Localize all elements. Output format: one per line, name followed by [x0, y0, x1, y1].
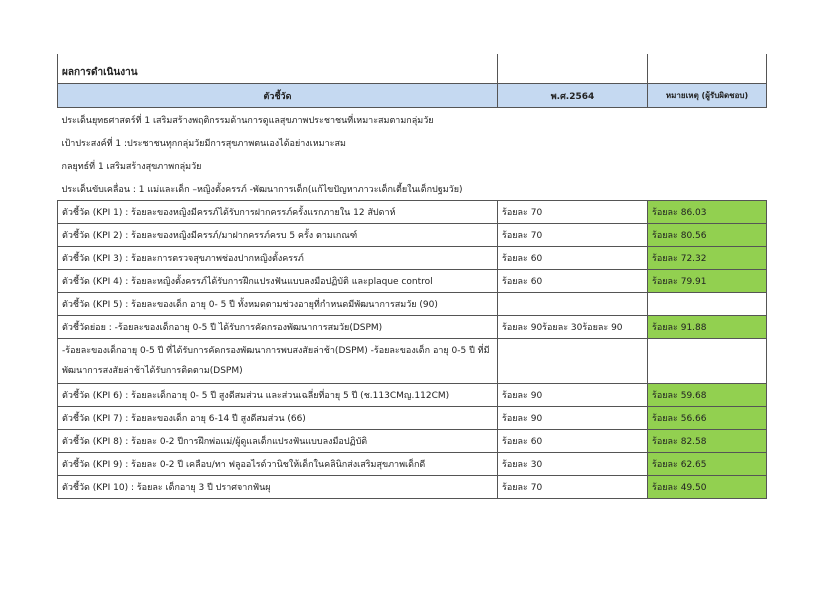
section-title: ผลการดำเนินงาน: [58, 54, 498, 84]
kpi-result: ร้อยละ 91.88: [648, 316, 767, 339]
kpi-result: ร้อยละ 79.91: [648, 270, 767, 293]
kpi-indicator: ตัวชี้วัด (KPI 10) : ร้อยละ เด็กอายุ 3 ปี ปราศจากฟันผุ: [58, 476, 498, 499]
kpi-indicator: ตัวชี้วัดย่อย : -ร้อยละของเด็กอายุ 0-5 ปี ได้รับการคัดกรองพัฒนาการสมวัย(DSPM): [58, 316, 498, 339]
info-line: เป้าประสงค์ที่ 1 :ประชาชนทุกกลุ่มวัยมีการสุขภาพตนเองได้อย่างเหมาะสม: [61, 138, 346, 149]
kpi-row: [58, 339, 767, 384]
kpi-indicator: ตัวชี้วัด (KPI 5) : ร้อยละของเด็ก อายุ 0- 5 ปี ทั้งหมดตามช่วงอายุที่กำหนดมีพัฒนาการสมวัย (90): [58, 293, 498, 316]
kpi-target: ร้อยละ 70: [498, 224, 648, 247]
kpi-row: [58, 247, 767, 270]
info-row: [58, 177, 767, 201]
kpi-target: ร้อยละ 90: [498, 384, 648, 407]
kpi-indicator: ตัวชี้วัด (KPI 4) : ร้อยละหญิงตั้งครรภ์ได้รับการฝึกแปรงฟันแบบลงมือปฏิบัติ และplaque control: [58, 270, 498, 293]
kpi-indicator: ตัวชี้วัด (KPI 3) : ร้อยละการตรวจสุขภาพช่องปากหญิงตั้งครรภ์: [58, 247, 498, 270]
header-row: [58, 84, 767, 108]
kpi-target: ร้อยละ 90: [498, 407, 648, 430]
kpi-target: ร้อยละ 70: [498, 201, 648, 224]
kpi-indicator: ตัวชี้วัด (KPI 2) : ร้อยละของหญิงมีครรภ์/มาฝากครรภ์ครบ 5 ครั้ง ตามเกณฑ์: [58, 224, 498, 247]
kpi-row: [58, 293, 767, 316]
kpi-row: [58, 407, 767, 430]
kpi-row: [58, 453, 767, 476]
kpi-result: ร้อยละ 80.56: [648, 224, 767, 247]
kpi-target: ร้อยละ 70: [498, 476, 648, 499]
kpi-row: [58, 476, 767, 499]
kpi-target: ร้อยละ 90ร้อยละ 30ร้อยละ 90: [498, 316, 648, 339]
kpi-row: [58, 224, 767, 247]
kpi-target: ร้อยละ 30: [498, 453, 648, 476]
info-line: ประเด็นขับเคลื่อน : 1 แม่และเด็ก –หญิงตั้งครรภ์ -พัฒนาการเด็ก(แก้ไขปัญหาภาวะเด็กเตี้ยในเด็กปฐมวัย): [61, 184, 463, 195]
info-row: [58, 131, 767, 154]
header-note: หมายเหตุ (ผู้รับผิดชอบ): [648, 84, 767, 108]
kpi-row: [58, 430, 767, 453]
kpi-target: [498, 293, 648, 316]
info-row: [58, 108, 767, 132]
kpi-indicator: ตัวชี้วัด (KPI 9) : ร้อยละ 0-2 ปี เคลือบ/ทา ฟลูออไรด์วานิชให้เด็กในคลินิกส่งเสริมสุขภาพเด็กดี: [58, 453, 498, 476]
kpi-target: [498, 339, 648, 384]
section-title-row: [58, 54, 767, 84]
info-line: กลยุทธ์ที่ 1 เสริมสร้างสุขภาพกลุ่มวัย: [61, 161, 202, 172]
kpi-indicator: ตัวชี้วัด (KPI 8) : ร้อยละ 0-2 ปีการฝึกพ่อแม่/ผู้ดูแลเด็กแปรงฟันแบบลงมือปฏิบัติ: [58, 430, 498, 453]
kpi-result: [648, 293, 767, 316]
kpi-result: [648, 339, 767, 384]
kpi-row: [58, 201, 767, 224]
kpi-target: ร้อยละ 60: [498, 270, 648, 293]
kpi-target: ร้อยละ 60: [498, 247, 648, 270]
kpi-result: ร้อยละ 49.50: [648, 476, 767, 499]
kpi-result: ร้อยละ 59.68: [648, 384, 767, 407]
kpi-result: ร้อยละ 82.58: [648, 430, 767, 453]
kpi-indicator: -ร้อยละของเด็กอายุ 0-5 ปี ที่ได้รับการคัดกรองพัฒนาการพบสงสัยล่าช้า(DSPM) -ร้อยละของเด็ก อายุ 0-5 ปี ที่มีพัฒนาการสงสัยล่าช้าได้รับการติดตาม(DSPM): [58, 339, 498, 384]
kpi-result: ร้อยละ 72.32: [648, 247, 767, 270]
performance-table: [57, 54, 767, 499]
kpi-row: [58, 316, 767, 339]
kpi-result: ร้อยละ 56.66: [648, 407, 767, 430]
kpi-indicator: ตัวชี้วัด (KPI 1) : ร้อยละของหญิงมีครรภ์ได้รับการฝากครรภ์ครั้งแรกภายใน 12 สัปดาห์: [58, 201, 498, 224]
info-line: ประเด็นยุทธศาสตร์ที่ 1 เสริมสร้างพฤติกรรมด้านการดูแลสุขภาพประชาชนที่เหมาะสมตามกลุ่มวัย: [61, 115, 434, 126]
kpi-result: ร้อยละ 62.65: [648, 453, 767, 476]
kpi-indicator: ตัวชี้วัด (KPI 6) : ร้อยละเด็กอายุ 0- 5 ปี สูงดีสมส่วน และส่วนเฉลี่ยที่อายุ 5 ปี (ช.113CMญ.112CM): [58, 384, 498, 407]
header-year: พ.ศ.2564: [498, 84, 648, 108]
kpi-result: ร้อยละ 86.03: [648, 201, 767, 224]
info-row: [58, 154, 767, 177]
kpi-target: ร้อยละ 60: [498, 430, 648, 453]
kpi-indicator: ตัวชี้วัด (KPI 7) : ร้อยละของเด็ก อายุ 6-14 ปี สูงดีสมส่วน (66): [58, 407, 498, 430]
kpi-row: [58, 384, 767, 407]
kpi-row: [58, 270, 767, 293]
header-indicator: ตัวชี้วัด: [58, 84, 498, 108]
